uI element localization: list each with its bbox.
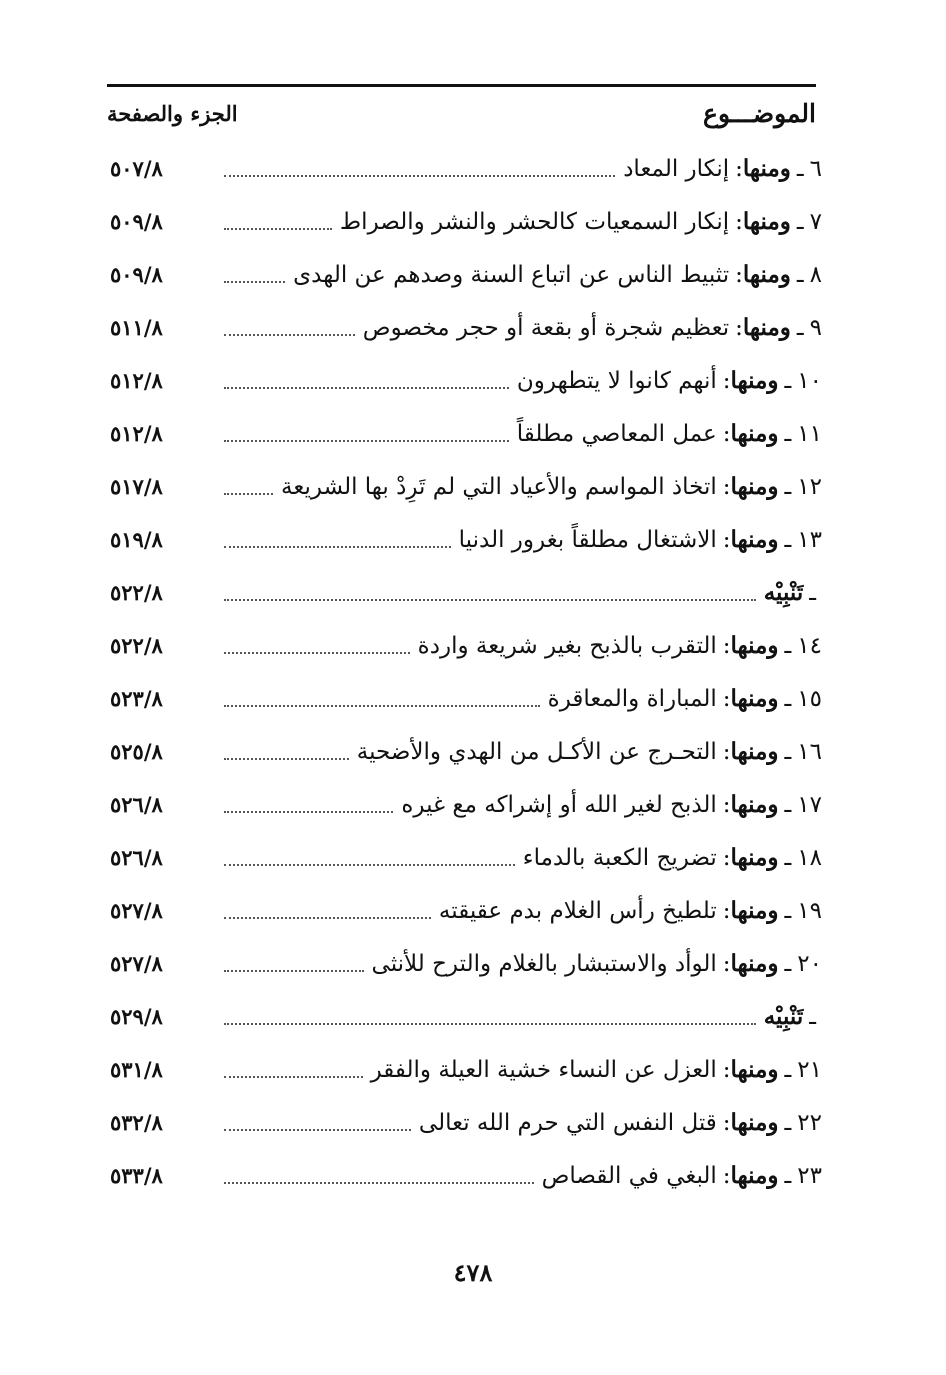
toc-entry-page-ref: ٥٢٢/٨ [110,580,163,605]
toc-entry-text [216,632,822,659]
toc-entry-lead: ومنها [742,155,791,182]
toc-entry-page-ref: ٥١٢/٨ [110,421,163,446]
toc-entry-colon: : [722,897,731,924]
toc-entry-dash: ـ [784,632,792,659]
toc-entry-text [216,155,822,182]
toc-entry-leader-dots [224,228,332,230]
toc-entry-title: تعظيم شجرة أو بقعة أو حجر مخصوص [362,314,730,341]
toc-entry-lead: ومنها [730,367,779,394]
toc-entry-leader-dots [224,864,515,866]
toc-entry-title: قتل النفس التي حرم الله تعالى [418,1109,717,1136]
toc-entry-title: البغي في القصاص [541,1162,717,1189]
toc-entry-colon: : [722,1056,731,1083]
toc-entry-number: ١٣ [797,526,822,553]
toc-entry-page-ref: ٥٢٦/٨ [110,845,163,870]
toc-entry-dash: ـ [784,791,792,818]
toc-entry-colon: : [722,420,731,447]
toc-entry-page-ref: ٥١٢/٨ [110,368,163,393]
toc-entry-colon: : [735,208,743,235]
toc-entry-colon: : [722,473,731,500]
toc-entry-title: تثبيط الناس عن اتباع السنة وصدهم عن الهدى [293,261,730,288]
toc-entry-colon: : [735,155,743,182]
toc-entry-lead: ومنها [730,632,779,659]
toc-entry-dash: ـ [784,1056,792,1083]
toc-entry-number: ١٠ [797,367,822,394]
toc-entry [110,195,822,248]
toc-entry-leader-dots [224,758,349,760]
toc-entry-text [216,261,822,288]
topic-column-header: الموضـــوع [703,99,816,128]
toc-entry-dash: ـ [784,950,792,977]
toc-entry-title: عمل المعاصي مطلقاً [516,420,717,447]
toc-entry-leader-dots [224,599,756,601]
toc-entry-number: ١٨ [797,844,822,871]
toc-entry [110,301,822,354]
toc-entry-leader-dots [224,546,451,548]
toc-entry-text [216,367,822,394]
toc-entry-number: ٢٣ [797,1162,822,1189]
toc-entry-number: ٩ [809,314,822,341]
toc-entry-page-ref: ٥٢٧/٨ [110,951,163,976]
top-rule [107,84,816,87]
toc-entry-leader-dots [224,1076,363,1078]
toc-entry-text [216,950,822,977]
toc-entry-title: إنكار المعاد [623,155,730,182]
toc-entry-leader-dots [224,1023,756,1025]
toc-entry-colon: : [722,1109,731,1136]
toc-entry-text [216,738,822,765]
toc-entry-text [216,526,822,553]
toc-entry-title: تضريج الكعبة بالدماء [522,844,717,871]
toc-entry-dash: ـ [784,526,792,553]
toc-entry-colon: : [722,685,731,712]
toc-entry-text [216,897,822,924]
toc-entry-text [216,791,822,818]
toc-entry-lead: ومنها [730,897,779,924]
toc-entry-leader-dots [224,281,285,283]
toc-entry-colon: : [722,1162,731,1189]
toc-entry-leader-dots [224,493,273,495]
toc-entry-page-ref: ٥٠٩/٨ [110,262,163,287]
toc-entry-text [216,1003,822,1030]
toc-entry-colon: : [735,261,743,288]
toc-entry-dash: ـ [784,685,792,712]
toc-entry [110,460,822,513]
toc-entry-text [216,314,822,341]
toc-entry-colon: : [735,314,743,341]
toc-entry-title: الاشتغال مطلقاً بغرور الدنيا [458,526,717,553]
toc-entry [110,1149,822,1202]
toc-entry-lead: ومنها [730,473,779,500]
toc-entry [110,725,822,778]
toc-entry-page-ref: ٥٣٣/٨ [110,1163,163,1188]
toc-entry-lead: ومنها [730,1109,779,1136]
toc-entry-lead: ومنها [730,420,779,447]
part-page-column-header: الجزء والصفحة [107,101,238,126]
toc-entry-page-ref: ٥٢٩/٨ [110,1004,163,1029]
toc-entry-leader-dots [224,652,410,654]
toc-entry-title: التحـرج عن الأكـل من الهدي والأضحية [356,738,717,765]
toc-entry-lead: ومنها [742,208,791,235]
toc-entry-title: العزل عن النساء خشية العيلة والفقر [370,1056,717,1083]
toc-entry [110,778,822,831]
toc-entry-leader-dots [224,175,615,177]
toc-entry-number: ١١ [797,420,822,447]
toc-entry-leader-dots [224,970,364,972]
toc-entry-title: التقرب بالذبح بغير شريعة واردة [417,632,717,659]
toc-entry-dash: ـ [784,420,792,447]
toc-entry-lead: ومنها [730,738,779,765]
toc-entry-lead: ومنها [730,1162,779,1189]
toc-entry-leader-dots [224,1129,411,1131]
toc-entry-dash: ـ [796,314,804,341]
toc-entry-colon: : [722,844,731,871]
toc-entry-leader-dots [224,705,540,707]
toc-entry-lead: ومنها [730,950,779,977]
toc-entry-dash: ـ [796,261,804,288]
toc-entry [110,513,822,566]
toc-entry-page-ref: ٥١١/٨ [110,315,163,340]
toc-entry-number: ١٤ [797,632,822,659]
toc-entry-dash: ـ [796,155,804,182]
toc-entry-dash: ـ [784,844,792,871]
toc-entry-number: ١٩ [797,897,822,924]
toc-entry-colon: : [722,367,731,394]
toc-entry-text [216,844,822,871]
toc-entry-title: إنكار السمعيات كالحشر والنشر والصراط [339,208,730,235]
toc-entry-lead: ومنها [730,791,779,818]
toc-entry-number: ١٢ [797,473,822,500]
toc-entry-page-ref: ٥٠٧/٨ [110,156,163,181]
toc-entry-lead: ومنها [730,844,779,871]
toc-entry [110,884,822,937]
toc-entry-leader-dots [224,387,509,389]
toc-entry-page-ref: ٥٢٦/٨ [110,792,163,817]
toc-entry [110,990,822,1043]
toc-entry [110,831,822,884]
toc-entry-number: ١٧ [797,791,822,818]
toc-entry-dash: ـ [784,738,792,765]
toc-entry-page-ref: ٥٢٣/٨ [110,686,163,711]
toc-entry-page-ref: ٥٢٥/٨ [110,739,163,764]
toc-entry [110,142,822,195]
toc-entry-leader-dots [224,1182,534,1184]
toc-entry [110,566,822,619]
toc-entry-title: الوأد والاستبشار بالغلام والترح للأنثى [371,950,717,977]
toc-entry-dash: ـ [784,1162,792,1189]
toc-entry-leader-dots [224,917,431,919]
toc-entry-colon: : [722,950,731,977]
toc-entry-colon: : [722,632,731,659]
toc-entry-dash: ـ [784,473,792,500]
toc-entry-number: ١٦ [797,738,822,765]
toc-entry [110,672,822,725]
toc-entry-text [216,473,822,500]
toc-entry-dash: ـ [809,1003,816,1030]
toc-entry-lead: ومنها [730,1056,779,1083]
toc-entry-lead: ومنها [730,526,779,553]
toc-entry-number: ٢٠ [797,950,822,977]
toc-entry [110,937,822,990]
toc-entry-colon: : [722,791,731,818]
toc-entry-colon: : [722,526,731,553]
toc-entry-lead: ومنها [730,685,779,712]
toc-entry-title: المباراة والمعاقرة [547,685,717,712]
toc-entry-lead: تَنْبِيْه [763,579,804,606]
toc-entry-title: اتخاذ المواسم والأعياد التي لم تَرِدْ بها الشريعة [281,473,717,500]
toc-entry-page-ref: ٥١٩/٨ [110,527,163,552]
toc-entry [110,619,822,672]
toc-entry-page-ref: ٥١٧/٨ [110,474,163,499]
toc-entry-leader-dots [224,334,355,336]
toc-entry-title: تلطيخ رأس الغلام بدم عقيقته [438,897,717,924]
toc-entry-lead: تَنْبِيْه [763,1003,804,1030]
toc-entry-leader-dots [224,811,393,813]
toc-entry [110,248,822,301]
toc-entry [110,354,822,407]
toc-entry-text [216,1109,822,1136]
page-number: ٤٧٨ [453,1258,493,1287]
toc-entry-number: ٧ [809,208,822,235]
toc-entry-number: ٢١ [797,1056,822,1083]
toc-entry-text [216,1056,822,1083]
toc-entry [110,1096,822,1149]
toc-entry-page-ref: ٥٣١/٨ [110,1057,163,1082]
toc-entry-dash: ـ [809,579,816,606]
toc-entry-lead: ومنها [742,314,791,341]
toc-entry-dash: ـ [796,208,804,235]
toc-entry-text [216,579,822,606]
toc-entry-text [216,685,822,712]
toc-entry-page-ref: ٥٢٧/٨ [110,898,163,923]
toc-entry-page-ref: ٥٣٢/٨ [110,1110,163,1135]
toc-entry-title: أنهم كانوا لا يتطهرون [516,367,717,394]
toc-entry-text [216,1162,822,1189]
toc-entry-dash: ـ [784,1109,792,1136]
toc-entry-page-ref: ٥٠٩/٨ [110,209,163,234]
toc-entry-number: ٦ [809,155,822,182]
toc-entry-leader-dots [224,440,509,442]
toc-entry-colon: : [722,738,731,765]
toc-entry-dash: ـ [784,897,792,924]
toc-entry-number: ٢٢ [797,1109,822,1136]
toc-entry-text [216,420,822,447]
toc-entry-number: ١٥ [797,685,822,712]
toc-entry-lead: ومنها [742,261,791,288]
toc-entry [110,407,822,460]
toc-entry-page-ref: ٥٢٢/٨ [110,633,163,658]
toc-entry-number: ٨ [809,261,822,288]
toc-entry-dash: ـ [784,367,792,394]
toc-entry-text [216,208,822,235]
toc-entry [110,1043,822,1096]
toc-entry-title: الذبح لغير الله أو إشراكه مع غيره [401,791,717,818]
